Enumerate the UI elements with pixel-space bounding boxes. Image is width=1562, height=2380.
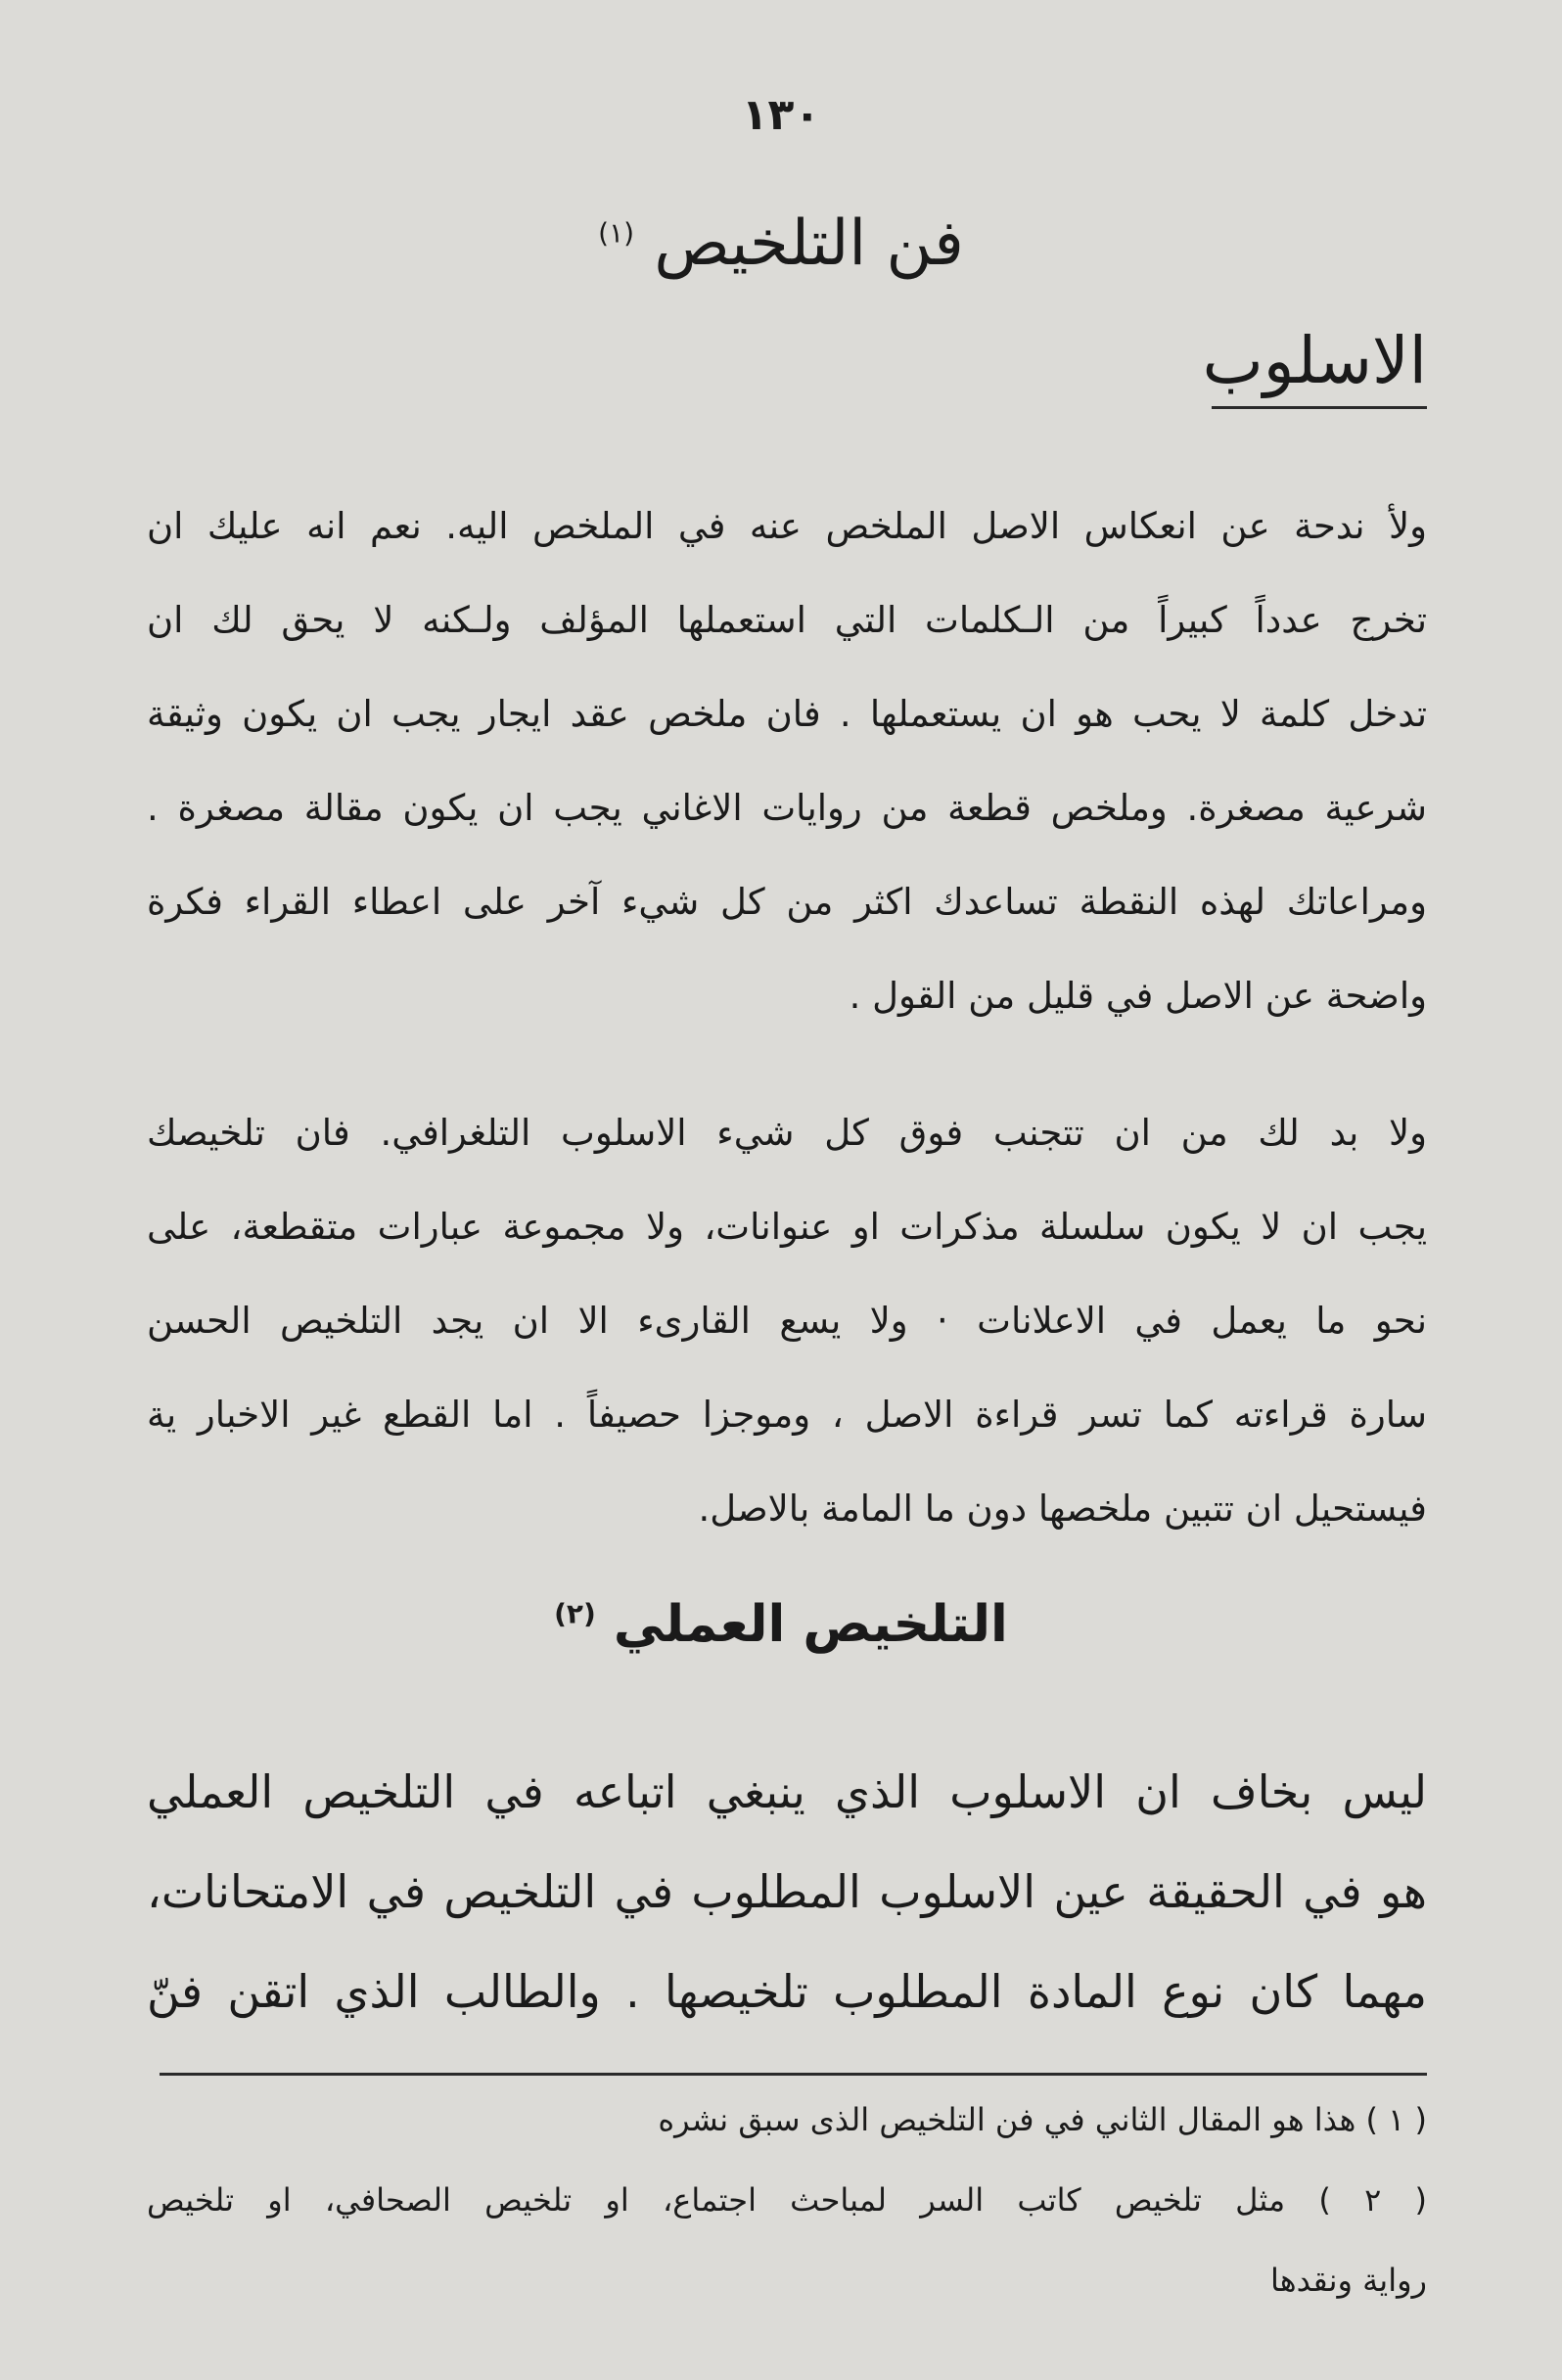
paragraph-line: واضحة عن الاصل في قليل من القول . [849, 975, 1427, 1017]
paragraph-line: سارة قراءته كما تسر قراءة الاصل ، وموجزا حصيفاً . اما القطع غير الاخبار ية [147, 1394, 1427, 1436]
paragraph-2 [147, 1086, 1427, 1556]
footnote-divider [160, 2073, 1427, 2076]
footnote-2: ( ٢ ) مثل تلخيص كاتب السر لمباحث اجتماع، او تلخيص الصحافي، او تلخيص [147, 2181, 1427, 2219]
paragraph-line: هو في الحقيقة عين الاسلوب المطلوب في التلخيص في الامتحانات، [147, 1865, 1427, 1918]
paragraph-1 [147, 480, 1427, 1043]
paragraph-line: يجب ان لا يكون سلسلة مذكرات او عنوانات، ولا مجموعة عبارات متقطعة، على [147, 1206, 1427, 1248]
paragraph-line: شرعية مصغرة. وملخص قطعة من روايات الاغاني يجب ان يكون مقالة مصغرة . [147, 787, 1427, 829]
title-footnote-mark: (١) [598, 216, 635, 250]
footnote-1: ( ١ ) هذا هو المقال الثاني في فن التلخيص الذى سبق نشره [658, 2101, 1427, 2138]
paragraph-line: مهما كان نوع المادة المطلوب تلخيصها . والطالب الذي اتقن فنّ [147, 1965, 1427, 2018]
paragraph-line: تدخل كلمة لا يحب هو ان يستعملها . فان ملخص عقد ايجار يجب ان يكون وثيقة [147, 693, 1427, 735]
title-text: فن التلخيص [654, 207, 964, 280]
paragraph-line: ولأ ندحة عن انعكاس الاصل الملخص عنه في الملخص اليه. نعم انه عليك ان [147, 505, 1427, 547]
paragraph-line: نحو ما يعمل في الاعلانات · ولا يسع القارىء الا ان يجد التلخيص الحسن [147, 1300, 1427, 1342]
paragraph-line: ومراعاتك لهذه النقطة تساعدك اكثر من كل شيء آخر على اعطاء القراء فكرة [147, 881, 1427, 923]
paragraph-line: ليس بخاف ان الاسلوب الذي ينبغي اتباعه في التلخيص العملي [147, 1765, 1427, 1818]
footnote-2-continued: رواية ونقدها [1270, 2262, 1427, 2299]
subheading-footnote-mark: (٢) [554, 1597, 596, 1630]
subheading-text: التلخيص العملي [613, 1595, 1008, 1654]
paragraph-3 [147, 1742, 1427, 2041]
subheading [0, 1595, 1562, 1654]
footnotes [147, 2080, 1427, 2320]
section-heading: الاسلوب [1212, 323, 1427, 409]
paragraph-line: فيستحيل ان تتبين ملخصها دون ما المامة بالاصل. [698, 1488, 1427, 1530]
paragraph-line: تخرج عدداً كبيراً من الـكلمات التي استعملها المؤلف ولـكنه لا يحق لك ان [147, 599, 1427, 641]
page-number: ١٣٠ [741, 90, 821, 140]
paragraph-line: ولا بد لك من ان تتجنب فوق كل شيء الاسلوب التلغرافي. فان تلخيصك [147, 1112, 1427, 1154]
page-title [0, 207, 1562, 280]
